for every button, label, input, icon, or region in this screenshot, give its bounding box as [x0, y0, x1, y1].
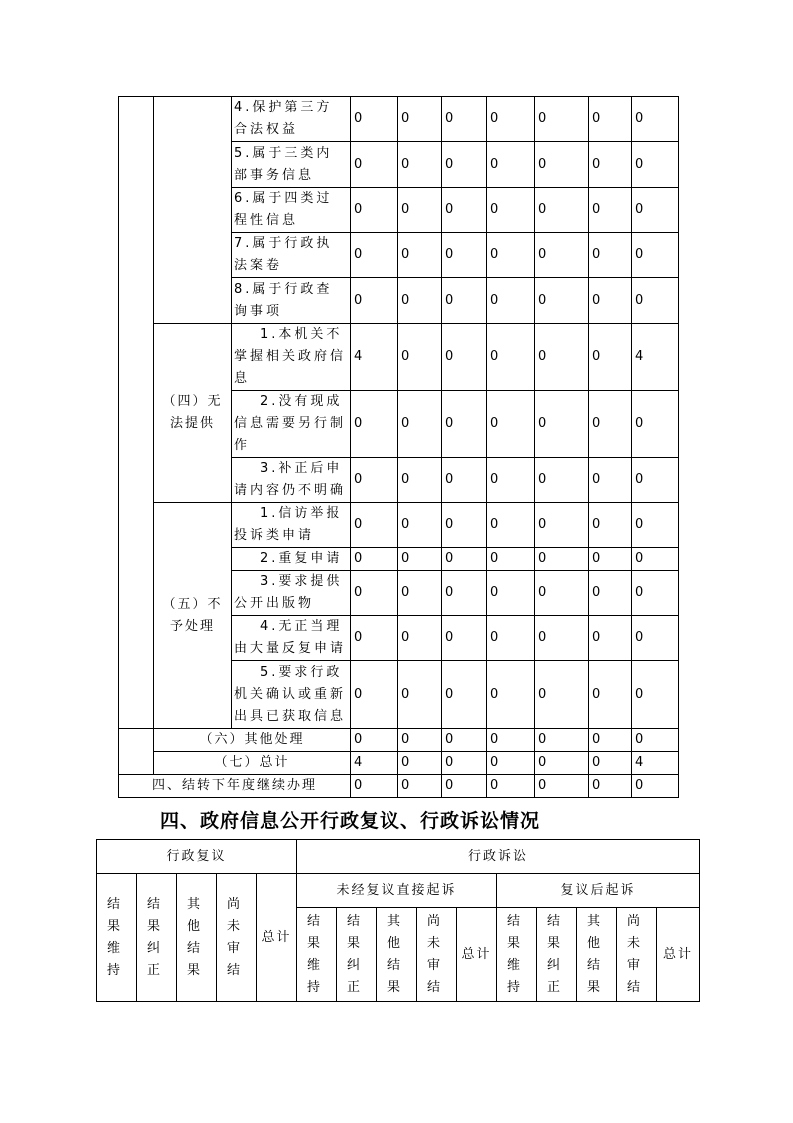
row-label: （七）总计 [154, 752, 351, 775]
value-cell: 0 [535, 616, 589, 661]
header-admin-litigation: 行政诉讼 [297, 840, 700, 874]
value-cell: 0 [351, 548, 398, 571]
value-cell: 0 [632, 503, 679, 548]
value-cell: 4 [351, 752, 398, 775]
value-cell: 0 [442, 775, 487, 798]
value-cell: 0 [398, 97, 442, 142]
row-label: 1.本机关不掌握相关政府信息 [232, 324, 351, 391]
value-cell: 0 [487, 616, 535, 661]
value-cell: 0 [589, 616, 632, 661]
value-cell: 0 [351, 571, 398, 616]
value-cell: 0 [442, 503, 487, 548]
value-cell: 0 [589, 458, 632, 503]
category-unable-provide: （四）无法提供 [154, 324, 232, 503]
row-label: 5.属于三类内部事务信息 [232, 142, 351, 188]
value-cell: 0 [535, 233, 589, 278]
header-suit-after-review: 复议后起诉 [497, 874, 700, 908]
value-cell: 0 [535, 142, 589, 188]
header-admin-review: 行政复议 [97, 840, 297, 874]
row-label: 1.信访举报投诉类申请 [232, 503, 351, 548]
value-cell: 0 [589, 97, 632, 142]
value-cell: 0 [487, 548, 535, 571]
application-handling-table [118, 96, 679, 798]
review-col-total: 总计 [257, 874, 297, 1002]
row-label: 8.属于行政查询事项 [232, 278, 351, 324]
review-col-maintained: 结果维持 [97, 874, 137, 1002]
after-col-pending: 尚未审结 [617, 908, 657, 1002]
direct-col-corrected: 结果纠正 [337, 908, 377, 1002]
value-cell: 0 [535, 548, 589, 571]
value-cell: 0 [632, 278, 679, 324]
after-col-total: 总计 [657, 908, 700, 1002]
value-cell: 0 [589, 752, 632, 775]
row-label: 四、结转下年度继续办理 [119, 775, 351, 798]
value-cell: 0 [442, 661, 487, 729]
value-cell: 0 [632, 188, 679, 233]
after-col-corrected: 结果纠正 [537, 908, 577, 1002]
outer-blank-cell [119, 97, 154, 729]
value-cell: 0 [487, 142, 535, 188]
value-cell: 0 [589, 142, 632, 188]
header-direct-suit: 未经复议直接起诉 [297, 874, 497, 908]
row-label: 4.保护第三方合法权益 [232, 97, 351, 142]
value-cell: 0 [351, 458, 398, 503]
value-cell: 4 [632, 752, 679, 775]
value-cell: 0 [632, 233, 679, 278]
value-cell: 0 [351, 661, 398, 729]
value-cell: 0 [535, 324, 589, 391]
value-cell: 0 [398, 503, 442, 548]
value-cell: 0 [398, 188, 442, 233]
value-cell: 0 [589, 729, 632, 752]
value-cell: 0 [398, 233, 442, 278]
value-cell: 0 [398, 775, 442, 798]
value-cell: 0 [442, 142, 487, 188]
value-cell: 0 [442, 548, 487, 571]
value-cell: 0 [487, 188, 535, 233]
value-cell: 0 [487, 458, 535, 503]
outer-blank-cell [119, 729, 154, 775]
value-cell: 0 [398, 729, 442, 752]
row-label: （六）其他处理 [154, 729, 351, 752]
value-cell: 0 [398, 661, 442, 729]
value-cell: 0 [442, 188, 487, 233]
value-cell: 0 [398, 548, 442, 571]
value-cell: 0 [632, 616, 679, 661]
review-col-pending: 尚未审结 [217, 874, 257, 1002]
value-cell: 0 [442, 97, 487, 142]
value-cell: 0 [351, 616, 398, 661]
value-cell: 0 [589, 775, 632, 798]
review-col-corrected: 结果纠正 [137, 874, 177, 1002]
value-cell: 0 [442, 324, 487, 391]
value-cell: 0 [487, 503, 535, 548]
value-cell: 0 [398, 458, 442, 503]
value-cell: 0 [442, 278, 487, 324]
value-cell: 0 [535, 97, 589, 142]
row-label: 3.要求提供公开出版物 [232, 571, 351, 616]
review-litigation-table [96, 839, 700, 1002]
value-cell: 0 [589, 548, 632, 571]
value-cell: 0 [442, 571, 487, 616]
value-cell: 0 [351, 503, 398, 548]
value-cell: 0 [487, 752, 535, 775]
value-cell: 0 [632, 391, 679, 458]
after-col-other: 其他结果 [577, 908, 617, 1002]
value-cell: 0 [398, 616, 442, 661]
value-cell: 0 [442, 458, 487, 503]
value-cell: 4 [632, 324, 679, 391]
value-cell: 0 [398, 324, 442, 391]
value-cell: 0 [632, 775, 679, 798]
row-label: 3.补正后申请内容仍不明确 [232, 458, 351, 503]
value-cell: 0 [632, 458, 679, 503]
direct-col-total: 总计 [457, 908, 497, 1002]
value-cell: 0 [535, 503, 589, 548]
value-cell: 0 [351, 729, 398, 752]
direct-col-pending: 尚未审结 [417, 908, 457, 1002]
value-cell: 0 [487, 391, 535, 458]
value-cell: 0 [487, 278, 535, 324]
direct-col-maintained: 结果维持 [297, 908, 337, 1002]
direct-col-other: 其他结果 [377, 908, 417, 1002]
row-label: 2.没有现成信息需要另行制作 [232, 391, 351, 458]
value-cell: 0 [632, 571, 679, 616]
value-cell: 0 [351, 391, 398, 458]
value-cell: 0 [442, 729, 487, 752]
value-cell: 0 [351, 188, 398, 233]
value-cell: 0 [487, 729, 535, 752]
value-cell: 0 [487, 233, 535, 278]
review-col-other: 其他结果 [177, 874, 217, 1002]
value-cell: 0 [487, 324, 535, 391]
value-cell: 4 [351, 324, 398, 391]
value-cell: 0 [589, 391, 632, 458]
value-cell: 0 [535, 458, 589, 503]
value-cell: 0 [535, 571, 589, 616]
value-cell: 0 [535, 188, 589, 233]
value-cell: 0 [632, 97, 679, 142]
value-cell: 0 [589, 324, 632, 391]
value-cell: 0 [589, 188, 632, 233]
value-cell: 0 [632, 661, 679, 729]
value-cell: 0 [487, 775, 535, 798]
row-label: 7.属于行政执法案卷 [232, 233, 351, 278]
value-cell: 0 [535, 278, 589, 324]
value-cell: 0 [398, 142, 442, 188]
value-cell: 0 [535, 752, 589, 775]
value-cell: 0 [535, 775, 589, 798]
value-cell: 0 [589, 503, 632, 548]
value-cell: 0 [487, 571, 535, 616]
value-cell: 0 [398, 571, 442, 616]
row-label: 2.重复申请 [232, 548, 351, 571]
category-blank-cell [154, 97, 232, 324]
value-cell: 0 [589, 278, 632, 324]
value-cell: 0 [632, 142, 679, 188]
value-cell: 0 [398, 752, 442, 775]
row-label: 5.要求行政机关确认或重新出具已获取信息 [232, 661, 351, 729]
value-cell: 0 [487, 661, 535, 729]
value-cell: 0 [535, 391, 589, 458]
value-cell: 0 [589, 233, 632, 278]
value-cell: 0 [442, 752, 487, 775]
value-cell: 0 [442, 233, 487, 278]
value-cell: 0 [398, 278, 442, 324]
value-cell: 0 [442, 391, 487, 458]
value-cell: 0 [351, 278, 398, 324]
row-label: 6.属于四类过程性信息 [232, 188, 351, 233]
section-heading-review-litigation: 四、政府信息公开行政复议、行政诉讼情况 [160, 810, 541, 832]
category-not-processed: （五）不予处理 [154, 503, 232, 729]
value-cell: 0 [351, 233, 398, 278]
after-col-maintained: 结果维持 [497, 908, 537, 1002]
value-cell: 0 [632, 548, 679, 571]
value-cell: 0 [535, 729, 589, 752]
value-cell: 0 [589, 661, 632, 729]
value-cell: 0 [351, 97, 398, 142]
value-cell: 0 [398, 391, 442, 458]
value-cell: 0 [535, 661, 589, 729]
row-label: 4.无正当理由大量反复申请 [232, 616, 351, 661]
value-cell: 0 [487, 97, 535, 142]
value-cell: 0 [589, 571, 632, 616]
value-cell: 0 [351, 142, 398, 188]
value-cell: 0 [632, 729, 679, 752]
value-cell: 0 [442, 616, 487, 661]
value-cell: 0 [351, 775, 398, 798]
